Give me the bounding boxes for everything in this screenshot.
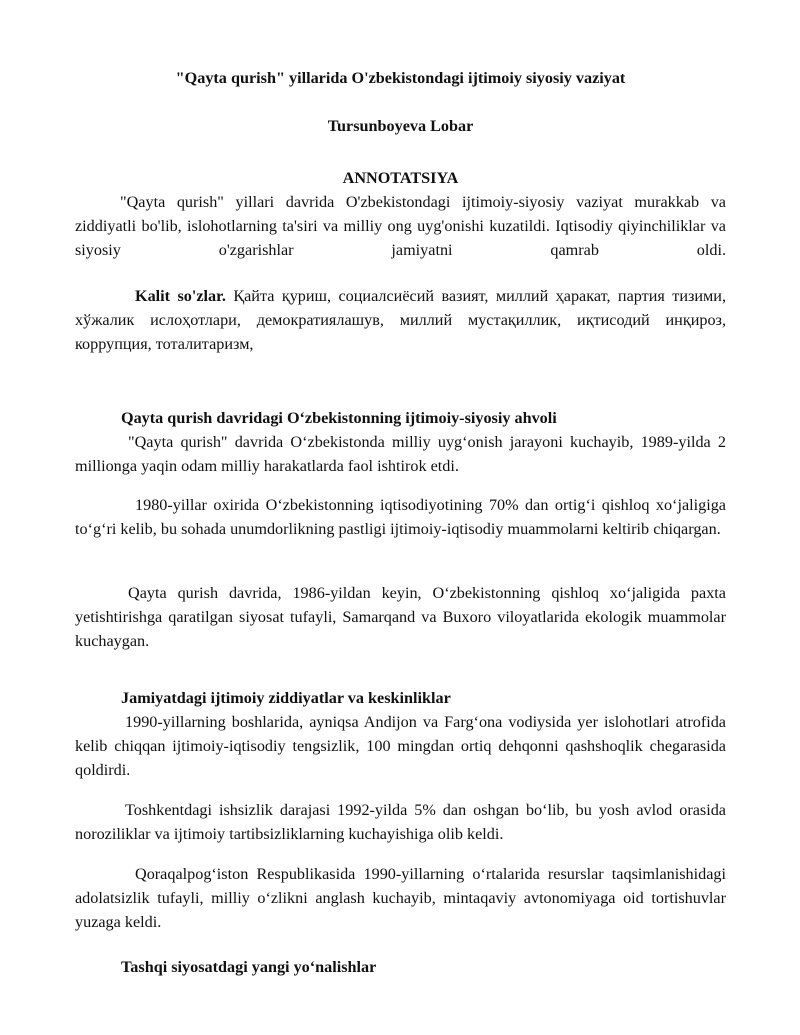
paper-title: "Qayta qurish" yillarida O'zbekistondagi ijtimoiy siyosiy vaziyat	[175, 69, 626, 87]
section-paragraph: 1980-yillar oxirida O‘zbekistonning iqtisodiyotining 70% dan ortig‘i qishloq xo‘jaligiga to‘g‘ri kelib, bu sohada unumdorlikning pastligi ijtimoiy-iqtisodiy muammolarni keltirib chiqargan.	[75, 496, 726, 538]
section-paragraph: Qayta qurish davrida, 1986-yildan keyin, O‘zbekistonning qishloq xo‘jaligida paxta yetishtirishga qaratilgan siyosat tufayli, Samarqand va Buxoro viloyatlarida ekologik muammolar kuchaygan.	[75, 584, 726, 650]
section-heading: Qayta qurish davridagi O‘zbekistonning ijtimoiy-siyosiy ahvoli	[121, 409, 557, 427]
section-heading: Jamiyatdagi ijtimoiy ziddiyatlar va keskinliklar	[121, 689, 451, 707]
keywords-text: Қайта қуриш, социалсиёсий вазият, миллий ҳаракат, партия тизими, хўжалик ислоҳотлари, демократиялашув, миллий мустақиллик, иқтисодий инқироз, коррупция, тоталитаризм,	[75, 287, 727, 353]
section-paragraph: "Qayta qurish" davrida O‘zbekistonda milliy uyg‘onish jarayoni kuchayib, 1989-yilda 2 millionga yaqin odam milliy harakatlarda faol ishtirok etdi.	[75, 433, 726, 475]
annotation-heading: ANNOTATSIYA	[342, 169, 459, 187]
keywords-paragraph	[75, 284, 726, 356]
section-paragraph: Toshkentdagi ishsizlik darajasi 1992-yilda 5% dan oshgan bo‘lib, bu yosh avlod orasida noroziliklar va ijtimoiy tartibsizliklarning kuchayishiga olib keldi.	[75, 801, 726, 843]
section-paragraph: 1990-yillarning boshlarida, ayniqsa Andijon va Farg‘ona vodiysida yer islohotlari atrofida kelib chiqqan ijtimoiy-iqtisodiy tengsizlik, 100 mingdan ortiq dehqonni qashshoqlik chegarasida qoldirdi.	[75, 713, 726, 779]
annotation-text: "Qayta qurish" yillari davrida O'zbekistondagi ijtimoiy-siyosiy vaziyat murakkab va ziddiyatli bo'lib, islohotlarning ta'siri va milliy ong uyg'onishi kuzatildi. Iqtisodiy qiyinchiliklar va siyosiy o'zgarishlar jamiyatni qamrab oldi.	[75, 193, 726, 259]
keywords-label: Kalit so'zlar.	[135, 287, 226, 305]
section-heading: Tashqi siyosatdagi yangi yo‘nalishlar	[121, 958, 377, 976]
author-name: Tursunboyeva Lobar	[327, 117, 474, 135]
section-paragraph: Qoraqalpog‘iston Respublikasida 1990-yillarning o‘rtalarida resurslar taqsimlanishidagi adolatsizlik tufayli, milliy o‘zlikni anglash kuchayib, mintaqaviy avtonomiyaga oid tortishuvlar yuzaga keldi.	[75, 865, 726, 931]
